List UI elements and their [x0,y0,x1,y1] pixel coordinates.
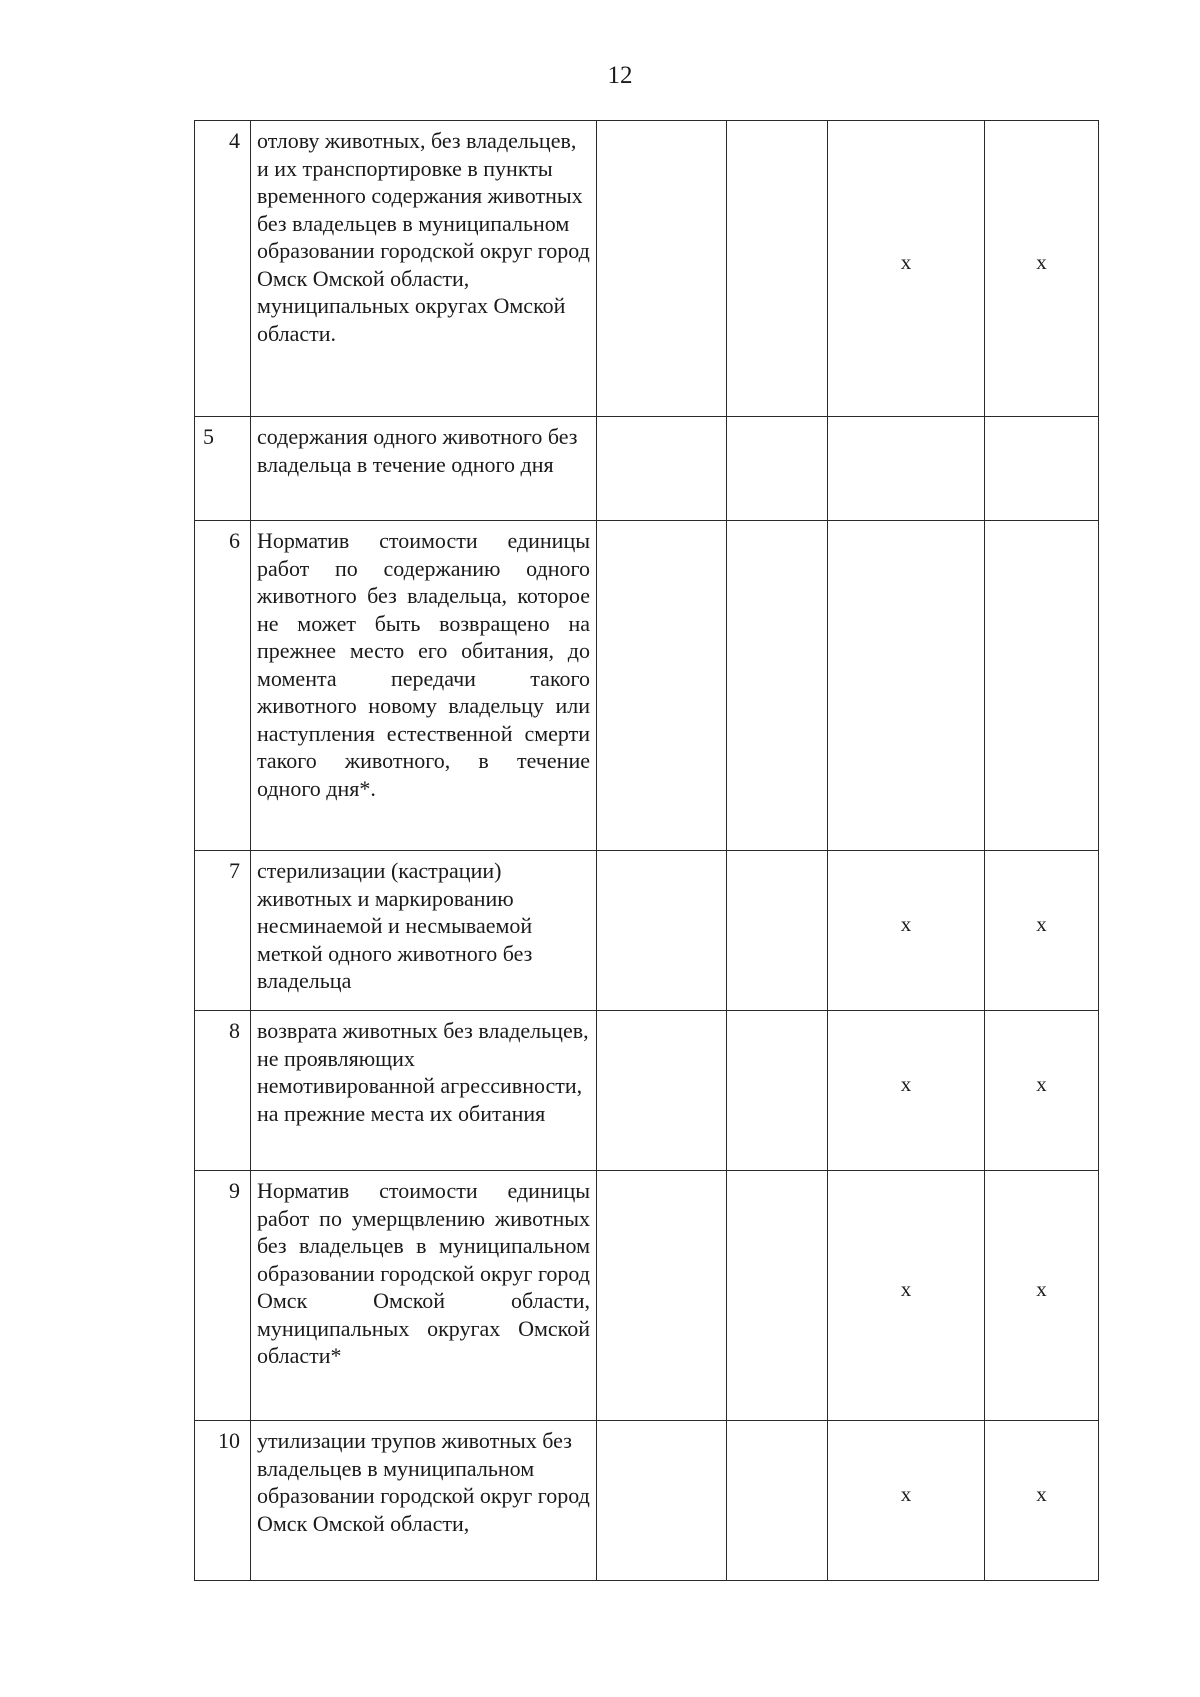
x-mark: x [1036,1276,1047,1301]
mark-cell [985,1421,1099,1581]
mark-cell [828,1421,985,1581]
row-number: 7 [195,851,251,1011]
empty-cell [727,417,828,521]
empty-cell [727,1011,828,1171]
x-mark: x [900,1276,912,1301]
x-mark: x [1036,911,1047,936]
table-row [195,851,1099,1011]
empty-cell [597,1421,727,1581]
mark-cell [828,1011,985,1171]
row-number: 8 [195,1011,251,1171]
mark-cell [985,1011,1099,1171]
empty-cell [597,851,727,1011]
row-description: возврата животных без владельцев, не проявляющих немотивированной агрессивности, на прежние места их обитания [251,1011,597,1171]
row-description: Норматив стоимости единицы работ по умерщвлению животных без владельцев в муниципальном образовании городской округ город Омск Омской области, муниципальных округах Омской области* [251,1171,597,1421]
row-description: утилизации трупов животных без владельцев в муниципальном образовании городской округ город Омск Омской области, [251,1421,597,1581]
row-number: 6 [195,521,251,851]
mark-cell [828,851,985,1011]
row-number: 4 [195,121,251,417]
empty-cell [727,121,828,417]
empty-cell [727,521,828,851]
mark-cell [985,1171,1099,1421]
mark-cell [985,851,1099,1011]
x-mark: x [1036,1071,1047,1096]
table-row [195,1421,1099,1581]
table-row [195,121,1099,417]
row-number: 10 [195,1421,251,1581]
x-mark: x [1036,1481,1047,1506]
x-mark: x [900,1071,912,1096]
empty-cell [828,521,985,851]
row-description: Норматив стоимости единицы работ по содержанию одного животного без владельца, которое не может быть возвращено на прежнее место его обитания, до момента передачи такого животного новому владельцу или наступления естественной смерти такого животного, в течение одного дня*. [251,521,597,851]
empty-cell [727,1421,828,1581]
x-mark: x [900,1481,912,1506]
table-row [195,1011,1099,1171]
row-number: 9 [195,1171,251,1421]
empty-cell [597,521,727,851]
table-row [195,417,1099,521]
empty-cell [727,1171,828,1421]
mark-cell [828,1171,985,1421]
row-description: содержания одного животного без владельца в течение одного дня [251,417,597,521]
row-description: отлову животных, без владельцев, и их транспортировке в пункты временного содержания животных без владельцев в муниципальном образовании городской округ город Омск Омской области, муниципальных округах Омской области. [251,121,597,417]
empty-cell [597,1171,727,1421]
norms-table [194,120,1099,1581]
empty-cell [985,521,1099,851]
x-mark: x [900,911,912,936]
empty-cell [597,417,727,521]
empty-cell [597,121,727,417]
table-row [195,1171,1099,1421]
empty-cell [828,417,985,521]
page-number: 12 [607,62,633,89]
empty-cell [597,1011,727,1171]
row-number: 5 [195,417,251,521]
empty-cell [985,417,1099,521]
table-row [195,521,1099,851]
x-mark: x [900,249,912,274]
row-description: стерилизации (кастрации) животных и маркированию несминаемой и несмываемой меткой одного животного без владельца [251,851,597,1011]
mark-cell [828,121,985,417]
empty-cell [727,851,828,1011]
mark-cell [985,121,1099,417]
x-mark: x [1036,249,1047,274]
